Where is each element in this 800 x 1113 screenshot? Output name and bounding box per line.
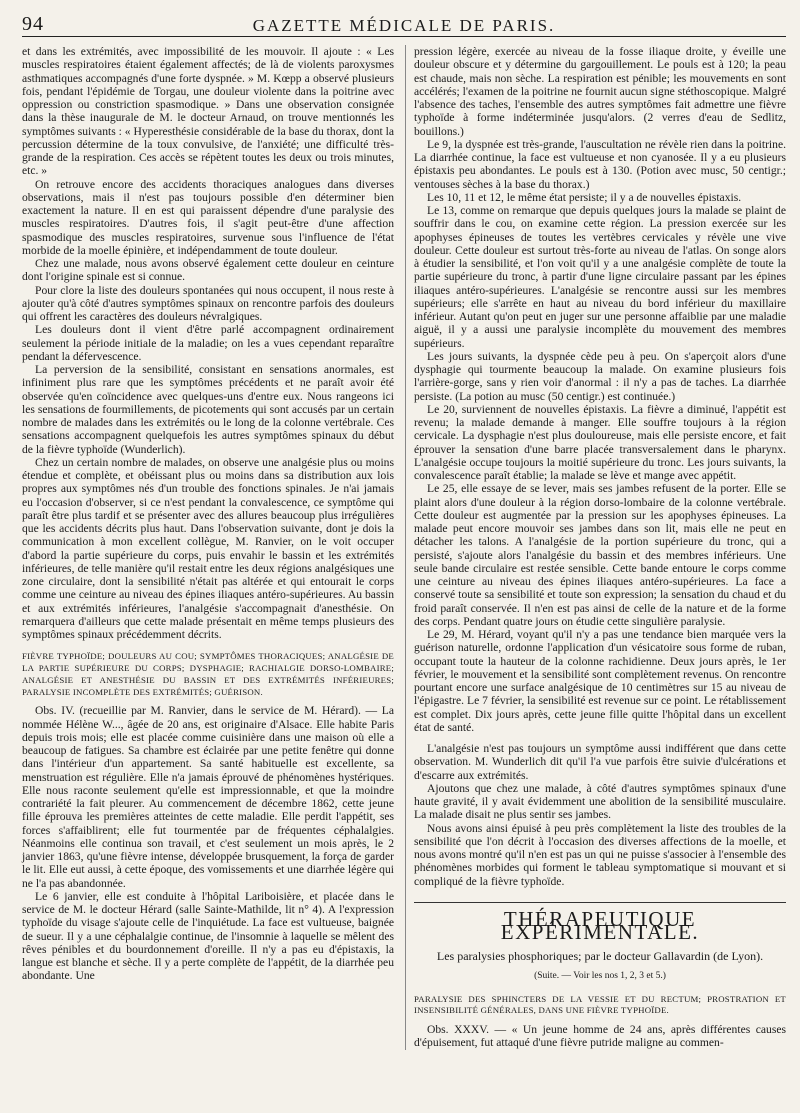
observation-heading: PARALYSIE DES SPHINCTERS DE LA VESSIE ET DU RECTUM; PROSTRATION ET INSENSIBILITÉ GÉNÉRALES, DANS UNE FIÈVRE TYPHOÏDE. bbox=[414, 993, 786, 1016]
paragraph: Ajoutons que chez une malade, à côté d'autres symptômes spinaux d'une haute gravité, il y avait évidemment une abolition de la sensibilité musculaire. La malade disait ne plus sentir ses jambes. bbox=[414, 781, 786, 822]
paragraph: Obs. IV. (recueillie par M. Ranvier, dans le service de M. Hérard). — La nommée Hélène W..., âgée de 20 ans, est originaire d'Alsace. Elle habite Paris depuis trois mois; elle est placée comme cuisinière dans une maison où elle a beaucoup de fatigues. Sa chambre est éclairée par une petite fenêtre qui donne dans l'intérieur d'un appartement. Sa santé habituelle est excellente, sa menstruation est régulière. Elle n'a jamais éprouvé de phénomènes hystériques. Elle nous raconte seulement qu'elle est impressionnable, et que la moindre contrariété la fait pleurer. Au commencement de décembre 1862, cette jeune fille éprouva les premières atteintes de cette maladie. Elle perdit l'appétit, ses forces s'affaiblirent; elle fut tourmentée par de fréquentes céphalalgies. Néanmoins elle continua son travail, et c'est seulement un mois après, le 2 janvier 1863, qu'une fièvre intense, développée brusquement, la força de garder le lit. Elle eut aussi, à cette époque, des vomissements et une diarrhée légère qui ne l'a pas abandonnée. bbox=[22, 704, 394, 890]
paragraph: et dans les extrémités, avec impossibilité de les mouvoir. Il ajoute : « Les muscles respiratoires étaient également affectés; de là de violents paroxysmes asthmatiques accompagnés d'une forte dyspnée. » M. Kœpp a observé plusieurs fois, pendant l'épidémie de Torgau, une douleur violente dans la poitrine avec oppression ou constriction spasmodique. » Dans une observation consignée dans la thèse inaugurale de M. le docteur Arnaud, on trouve mentionnés les symptômes suivants : « Hyperesthésie considérable de la base du thorax, dont la percussion détermine de la toux convulsive, de l'anxiété; une difficulté très-grande de la respiration. Ces accès se répètent toutes les deux ou trois minutes, etc. » bbox=[22, 45, 394, 178]
paragraph: Pour clore la liste des douleurs spontanées qui nous occupent, il nous reste à ajouter qu'à côté d'autres symptômes spinaux on rencontre parfois des douleurs qui offrent les caractères des douleurs névralgiques. bbox=[22, 283, 394, 323]
paragraph: pression légère, exercée au niveau de la fosse iliaque droite, y éveille une douleur obscure et y détermine du gargouillement. Le pouls est à 120; la peau est chaude, mais non sèche. La respiration est pénible; les mouvements en sont accélérés; l'examen de la poitrine ne fournit aucun signe stéthoscopique. Malgré l'absence des taches, l'ensemble des autres symptômes fait admettre une fièvre typhoïde à forme indéterminée jusqu'alors. (2 verres d'eau de Sedlitz, bouillons.) bbox=[414, 45, 786, 138]
paragraph: Chez une malade, nous avons observé également cette douleur en ceinture dont l'origine spinale est si connue. bbox=[22, 257, 394, 284]
page-number: 94 bbox=[22, 13, 44, 35]
running-title: GAZETTE MÉDICALE DE PARIS. bbox=[252, 16, 556, 35]
paragraph: Le 6 janvier, elle est conduite à l'hôpital Lariboisière, et placée dans le service de M. le docteur Hérard (salle Sainte-Mathilde, lit n° 4). A l'expression typhoïde du visage s'ajoute celle de l'inquiétude. La face est vultueuse, baignée de sueur. Il y a une céphalalgie continue, de l'insomnie à laquelle se mêlent des rêves pénibles et du bourdonnement d'oreille. Il n'y a pas eu d'épistaxis, la langue est blanche et sèche. Il y a perte complète de l'appétit, de la diarrhée peu abondante. Une bbox=[22, 889, 394, 983]
observation-heading: FIÈVRE TYPHOÏDE; DOULEURS AU COU; SYMPTÔMES THORACIQUES; ANALGÉSIE DE LA PARTIE SUPÉRIEURE DU CORPS; DYSPHAGIE; RACHIALGIE DORSO-LOMBAIRE; ANALGÉSIE ET ANESTHÉSIE DU BASSIN ET DES EXTRÉMITÉS INFÉRIEURES; PARALYSIE INCOMPLÈTE DES EXTRÉMITÉS; GUÉRISON. bbox=[22, 651, 394, 697]
paragraph: Obs. XXXV. — « Un jeune homme de 24 ans, après différentes causes d'épuisement, fut attaqué d'une fièvre putride maligne au commen- bbox=[414, 1023, 786, 1050]
paragraph: Le 13, comme on remarque que depuis quelques jours la malade se plaint de souffrir dans le cou, on examine cette région. La pression exercée sur les apophyses épineuses de toutes les vertèbres cervicales y révèle une vive douleur. Cette douleur est surtout très-forte au niveau de l'atlas. On songe alors à étudier la sensibilité, et l'on voit qu'il y a une analgésie complète de toute la partie supérieure du tronc, à partir d'une ligne circulaire passant par les épines iliaques antéro-supérieures. L'analgésie se rencontre aussi sur les membres supérieurs; elle s'arrête en haut au niveau du bord inférieur du maxillaire inférieur. Autant qu'on peut en juger sur une personne affaiblie par une maladie aiguë, il y a aussi une paralysie incomplète du mouvement des membres supérieurs. bbox=[414, 204, 786, 350]
page-header bbox=[22, 10, 786, 37]
left-column bbox=[22, 45, 394, 1050]
section-divider bbox=[414, 902, 786, 903]
paragraph: Le 25, elle essaye de se lever, mais ses jambes refusent de la porter. Elle se plaint alors d'une douleur à la région dorso-lombaire de la colonne vertébrale. Cette douleur est augmentée par la pression sur les apophyses épineuses. La malade peut encore mouvoir ses jambes dans son lit, mais elle ne peut en détacher les talons. A l'analgésie de la portion supérieure du tronc, qui a persisté, s'ajoute alors l'analgésie du bassin et des membres inférieurs. Une seule bande circulaire est restée sensible. Cette bande entoure le corps comme une ceinture au niveau des épines iliaques antéro-supérieures. La face a conservé toute sa sensibilité et toute son expression; la sensation du chaud et du froid paraît conservée. Il n'en est pas ainsi de celle de la nature et de la forme des corps. Pendant quatre jours on étudie cette singulière paralysie. bbox=[414, 482, 786, 628]
paragraph: Les 10, 11 et 12, le même état persiste; il y a de nouvelles épistaxis. bbox=[427, 190, 742, 204]
section-title: THÉRAPEUTIQUE EXPÉRIMENTALE. bbox=[500, 906, 700, 944]
paragraph: Le 9, la dyspnée est très-grande, l'auscultation ne révèle rien dans la poitrine. La diarrhée continue, la face est vultueuse et non cyanosée. Il y a eu plusieurs épistaxis peu abondantes. Le pouls est à 130. (Potion avec musc, 50 centigr.; ventouses sèches à la base du thorax.) bbox=[414, 137, 786, 191]
paragraph: Les douleurs dont il vient d'être parlé accompagnent ordinairement seulement la période initiale de la maladie; on les a vues cependant reparaître pendant la défervescence. bbox=[22, 323, 394, 363]
paragraph: La perversion de la sensibilité, consistant en sensations anormales, est infiniment plus rare que les symptômes précédents et ne paraît avoir été observée qu'en coïncidence avec quelques-uns d'entre eux. Nous rangeons ici les sensations de fourmillements, de picotements qui sont accusés par un certain nombre de malades dans les extrémités ou le long de la colonne vertébrale. Ces sensations accompagnent quelquefois les autres symptômes spinaux du début de la fièvre typhoïde (Wunderlich). bbox=[22, 363, 394, 456]
right-column bbox=[405, 45, 786, 1050]
paragraph: Le 29, M. Hérard, voyant qu'il n'y a pas une tendance bien marquée vers la guérison naturelle, ordonne l'application d'un vésicatoire sous forme de ruban, occupant toute la hauteur de la colonne rachidienne. Deux jours après, le 1er février, le mouvement et la sensibilité sont complètement revenus. On rencontre pourtant encore une surface analgésique de 10 centimètres sur 15 au niveau de l'épigastre. Le 7 février, la sensibilité est revenue sur ce point. Le rétablissement est complet. Dix jours après, cette jeune fille quitte l'hôpital dans un excellent état de santé. bbox=[414, 628, 786, 734]
paragraph: L'analgésie n'est pas toujours un symptôme aussi indifférent que dans cette observation. M. Wunderlich dit qu'il l'a vue parfois être suivie d'ulcérations et d'escarre aux extrémités. bbox=[414, 742, 786, 782]
series-note: (Suite. — Voir les nos 1, 2, 3 et 5.) bbox=[534, 971, 666, 982]
paragraph: Nous avons ainsi épuisé à peu près complètement la liste des troubles de la sensibilité que l'on décrit à l'occasion des diverses affections de la moelle, et nous avons montré qu'il n'en est pas un qui ne puisse s'associer à l'ensemble des phénomènes morbides qui forment le tableau symptomatique si mouvant et si compliqué de la fièvre typhoïde. bbox=[414, 821, 786, 888]
paragraph: Le 20, surviennent de nouvelles épistaxis. La fièvre a diminué, l'appétit est revenu; la malade demande à manger. Elle souffre toujours à la région cervicale. La dysphagie n'est plus douloureuse, mais elle persiste encore, et fait éprouver la sensation d'une barre placée transversalement dans le pharynx. L'analgésie occupe toujours la moitié supérieure du tronc. Les jours suivants, la convalescence paraît établie; la malade se lève et mange avec appétit. bbox=[414, 402, 786, 482]
paragraph: On retrouve encore des accidents thoraciques analogues dans diverses observations, mais il n'est pas toujours possible d'en déterminer bien exactement la nature. Il en est qui paraissent dépendre d'une paralysie des muscles respiratoires. D'autres fois, il s'agit peut-être d'une affection spasmodique des muscles respiratoires, survenue sous l'influence de l'état morbide de la moelle épinière, et indépendamment de toute douleur. bbox=[22, 177, 394, 257]
article-title: Les paralysies phosphoriques; par le docteur Gallavardin (de Lyon). bbox=[436, 949, 764, 964]
paragraph: Les jours suivants, la dyspnée cède peu à peu. On s'aperçoit alors d'une dysphagie qui tourmente beaucoup la malade. On examine plusieurs fois l'arrière-gorge, sans y rien voir d'anormal : il n'y a pas de taches. La diarrhée persiste. (La potion au musc (50 centigr.) est continuée.) bbox=[414, 349, 786, 403]
paragraph: Chez un certain nombre de malades, on observe une analgésie plus ou moins étendue et complète, et obéissant plus ou moins dans sa distribution aux lois propres aux symptômes nés d'un trouble des fonctions spinales. Je n'ai jamais eu l'occasion d'observer, si ce n'est pendant la convalescence, ce symptôme qui paraît être plus tardif et se présenter avec des allures beaucoup plus irrégulières que les accidents décrits plus haut. Dans l'observation suivante, dont je dois la communication à mon excellent collègue, M. Ranvier, on le voit occuper d'abord la partie supérieure du corps, puis envahir le bassin et les extrémités inférieures, de telle manière qu'il restait entre les deux régions analgésiques une zone circulaire, dont la sensibilité n'était pas altérée et qui entourait le corps comme une ceinture au niveau des épines iliaques antéro-supérieures. Au bassin et aux extrémités inférieures, l'analgésie s'accompagnait d'anesthésie. On remarquera d'ailleurs que cette malade présentait en même temps plusieurs des symptômes spinaux précédemment décrits. bbox=[22, 455, 394, 641]
two-column-body bbox=[22, 45, 786, 1050]
